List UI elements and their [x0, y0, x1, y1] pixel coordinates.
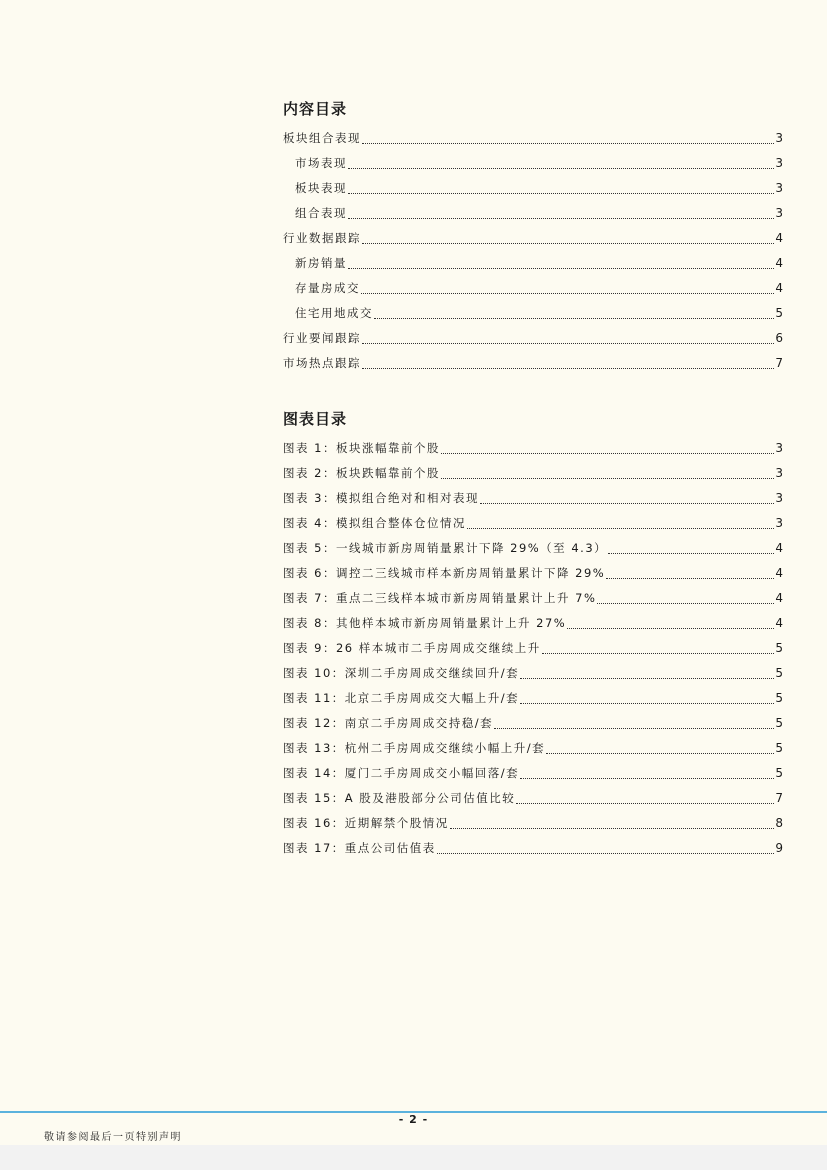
figure-entry-label: 图表 16：近期解禁个股情况: [283, 816, 449, 830]
figure-entry-label: 图表 10：深圳二手房周成交继续回升/套: [283, 666, 520, 680]
figure-entry-label: 图表 7：重点二三线样本城市新房周销量累计上升 7%: [283, 591, 597, 605]
dot-leader: [348, 217, 774, 219]
figure-entry-page: 5: [775, 716, 783, 730]
toc-entry[interactable]: [283, 226, 783, 251]
figure-entry-page: 5: [775, 691, 783, 705]
figure-entry[interactable]: [283, 536, 783, 561]
dot-leader: [597, 602, 774, 604]
toc-entry[interactable]: [283, 251, 783, 276]
dot-leader: [480, 502, 774, 504]
figure-entry-page: 3: [775, 441, 783, 455]
content-toc-list: [283, 126, 783, 376]
figure-entry[interactable]: [283, 586, 783, 611]
toc-entry-page: 7: [775, 356, 783, 370]
toc-entry[interactable]: [283, 276, 783, 301]
figure-entry-label: 图表 14：厦门二手房周成交小幅回落/套: [283, 766, 520, 780]
toc-entry-page: 3: [775, 206, 783, 220]
toc-entry-page: 4: [775, 256, 783, 270]
dot-leader: [362, 142, 774, 144]
toc-entry-page: 5: [775, 306, 783, 320]
figure-entry-label: 图表 1：板块涨幅靠前个股: [283, 441, 440, 455]
figure-entry-label: 图表 12：南京二手房周成交持稳/套: [283, 716, 494, 730]
figure-entry[interactable]: [283, 461, 783, 486]
toc-entry[interactable]: [283, 176, 783, 201]
toc-entry-page: 3: [775, 156, 783, 170]
footer-band: [0, 1145, 827, 1170]
figure-entry-label: 图表 8：其他样本城市新房周销量累计上升 27%: [283, 616, 567, 630]
dot-leader: [520, 777, 774, 779]
figure-entry-label: 图表 11：北京二手房周成交大幅上升/套: [283, 691, 520, 705]
toc-entry-label: 新房销量: [295, 256, 347, 270]
toc-entry-label: 市场表现: [295, 156, 347, 170]
toc-entry-label: 存量房成交: [295, 281, 360, 295]
dot-leader: [437, 852, 775, 854]
figure-entry-label: 图表 17：重点公司估值表: [283, 841, 436, 855]
toc-entry[interactable]: [283, 301, 783, 326]
toc-entry-label: 行业要闻跟踪: [283, 331, 361, 345]
toc-entry-page: 4: [775, 231, 783, 245]
figure-entry-label: 图表 5：一线城市新房周销量累计下降 29%（至 4.3）: [283, 541, 608, 555]
toc-entry-page: 3: [775, 181, 783, 195]
figure-entry-page: 5: [775, 666, 783, 680]
dot-leader: [542, 652, 775, 654]
dot-leader: [606, 577, 774, 579]
dot-leader: [374, 317, 774, 319]
figure-toc: [283, 408, 783, 861]
dot-leader: [348, 192, 774, 194]
toc-entry-label: 行业数据跟踪: [283, 231, 361, 245]
figure-entry[interactable]: [283, 611, 783, 636]
figure-toc-heading: 图表目录: [283, 410, 348, 428]
toc-entry[interactable]: [283, 126, 783, 151]
toc-entry-label: 板块组合表现: [283, 131, 361, 145]
toc-entry-label: 组合表现: [295, 206, 347, 220]
content-toc-heading: 内容目录: [283, 100, 348, 118]
toc-entry[interactable]: [283, 151, 783, 176]
figure-entry-page: 5: [775, 766, 783, 780]
dot-leader: [450, 827, 775, 829]
figure-entry-page: 8: [775, 816, 783, 830]
figure-entry-label: 图表 3：模拟组合绝对和相对表现: [283, 491, 479, 505]
dot-leader: [348, 267, 774, 269]
dot-leader: [361, 292, 774, 294]
figure-entry-page: 3: [775, 466, 783, 480]
dot-leader: [348, 167, 774, 169]
dot-leader: [362, 367, 774, 369]
figure-entry-label: 图表 2：板块跌幅靠前个股: [283, 466, 440, 480]
toc-entry-page: 4: [775, 281, 783, 295]
disclaimer-note: 敬请参阅最后一页特别声明: [44, 1132, 182, 1143]
toc-entry[interactable]: [283, 201, 783, 226]
toc-entry[interactable]: [283, 351, 783, 376]
dot-leader: [546, 752, 774, 754]
figure-entry-page: 4: [775, 616, 783, 630]
figure-toc-list: [283, 436, 783, 861]
toc-entry[interactable]: [283, 326, 783, 351]
toc-entry-label: 板块表现: [295, 181, 347, 195]
figure-entry[interactable]: [283, 836, 783, 861]
figure-entry[interactable]: [283, 811, 783, 836]
figure-entry[interactable]: [283, 786, 783, 811]
figure-entry-page: 4: [775, 566, 783, 580]
dot-leader: [362, 242, 774, 244]
dot-leader: [567, 627, 774, 629]
figure-entry-label: 图表 13：杭州二手房周成交继续小幅上升/套: [283, 741, 546, 755]
dot-leader: [467, 527, 774, 529]
figure-entry-page: 4: [775, 541, 783, 555]
figure-entry[interactable]: [283, 711, 783, 736]
figure-entry[interactable]: [283, 486, 783, 511]
toc-entry-page: 3: [775, 131, 783, 145]
dot-leader: [441, 477, 774, 479]
figure-entry-page: 7: [775, 791, 783, 805]
figure-entry-label: 图表 6：调控二三线城市样本新房周销量累计下降 29%: [283, 566, 606, 580]
page-number: - 2 -: [398, 1113, 429, 1126]
figure-entry[interactable]: [283, 436, 783, 461]
figure-entry-label: 图表 9：26 样本城市二手房周成交继续上升: [283, 641, 541, 655]
figure-entry-page: 9: [775, 841, 783, 855]
figure-entry[interactable]: [283, 736, 783, 761]
toc-entry-label: 住宅用地成交: [295, 306, 373, 320]
figure-entry[interactable]: [283, 511, 783, 536]
dot-leader: [362, 342, 774, 344]
figure-entry-page: 4: [775, 591, 783, 605]
figure-entry-page: 3: [775, 516, 783, 530]
dot-leader: [608, 552, 774, 554]
figure-entry-label: 图表 15：A 股及港股部分公司估值比较: [283, 791, 516, 805]
figure-entry[interactable]: [283, 761, 783, 786]
dot-leader: [494, 727, 774, 729]
figure-entry[interactable]: [283, 561, 783, 586]
toc-entry-label: 市场热点跟踪: [283, 356, 361, 370]
figure-entry[interactable]: [283, 636, 783, 661]
figure-entry[interactable]: [283, 661, 783, 686]
figure-entry[interactable]: [283, 686, 783, 711]
figure-entry-label: 图表 4：模拟组合整体仓位情况: [283, 516, 466, 530]
dot-leader: [520, 677, 774, 679]
figure-entry-page: 5: [775, 641, 783, 655]
figure-entry-page: 3: [775, 491, 783, 505]
dot-leader: [516, 802, 774, 804]
figure-entry-page: 5: [775, 741, 783, 755]
dot-leader: [520, 702, 774, 704]
dot-leader: [441, 452, 774, 454]
content-toc: [283, 98, 783, 376]
toc-entry-page: 6: [775, 331, 783, 345]
